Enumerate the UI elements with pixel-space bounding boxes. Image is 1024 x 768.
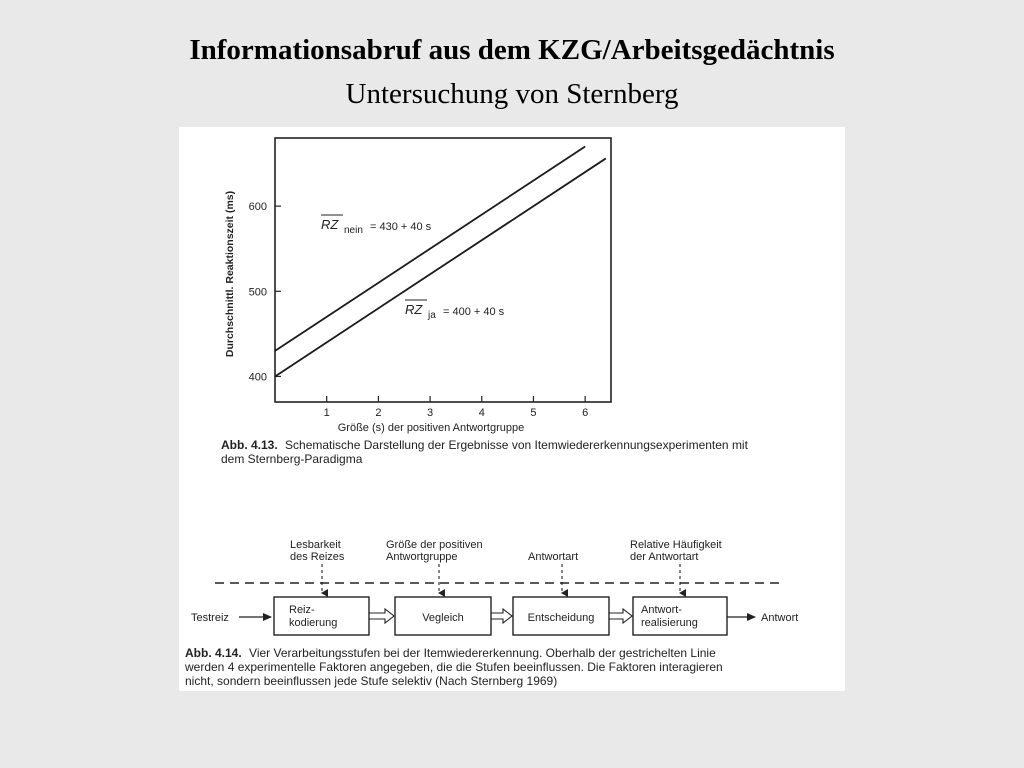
figure1-label: Abb. 4.13. — [221, 438, 278, 452]
output-label: Antwort — [761, 612, 799, 624]
annotation-nein-base: RZ — [321, 217, 339, 232]
slide-title: Informationsabruf aus dem KZG/Arbeitsgedächtnis — [189, 34, 835, 66]
y-tick-label: 500 — [248, 286, 267, 299]
figure2-caption-line3: nicht, sondern beeinflussen jede Stufe selektiv (Nach Sternberg 1969) — [185, 674, 558, 688]
stage-box-reizkodierung — [274, 597, 369, 635]
factor-2-line1: Größe der positiven — [386, 539, 483, 551]
figure1-caption-line2: dem Sternberg-Paradigma — [221, 452, 363, 466]
x-axis-label: Größe (s) der positiven Antwortgruppe — [337, 422, 525, 434]
annotation-rz-nein — [321, 215, 432, 236]
annotation-ja-formula: = 400 + 40 s — [443, 306, 505, 318]
y-tick-label: 600 — [248, 201, 267, 214]
x-tick-label: 4 — [478, 407, 485, 419]
stage-connector-1 — [369, 609, 394, 623]
annotation-nein-formula: = 430 + 40 s — [370, 221, 432, 233]
figure2-label: Abb. 4.14. — [185, 646, 242, 660]
figure2-caption-text: Vier Verarbeitungsstufen bei der Itemwiedererkennung. Oberhalb der gestrichelten Linie — [249, 646, 716, 660]
stage-connector-2 — [491, 609, 512, 623]
reaction-time-chart — [224, 138, 611, 434]
x-tick-label: 1 — [323, 407, 330, 419]
stage-2-line1: Vegleich — [422, 612, 464, 624]
x-tick-label: 6 — [582, 407, 589, 419]
stage-1-line1: Reiz- — [289, 604, 315, 616]
factor-1-line2: des Reizes — [290, 551, 345, 563]
figure1-caption-line1 — [221, 438, 749, 452]
y-axis-label: Durchschnittl. Reaktionszeit (ms) — [224, 190, 236, 358]
stage-box-vergleich — [395, 597, 491, 635]
scanned-figure-page — [179, 127, 845, 691]
figure2-caption-line2: werden 4 experimentelle Faktoren angegeben, die die Stufen beeinflussen. Die Faktoren interagieren — [185, 660, 723, 674]
factor-4-line1: Relative Häufigkeit — [630, 539, 722, 551]
factor-4-line2: der Antwortart — [630, 551, 699, 563]
figure2-caption-line1 — [185, 646, 716, 660]
stage-3-line1: Entscheidung — [527, 612, 595, 624]
stage-box-entscheidung — [513, 597, 609, 635]
x-tick-label: 2 — [375, 407, 382, 419]
factor-2-line2: Antwortgruppe — [386, 551, 458, 563]
annotation-nein-sub: nein — [344, 225, 363, 236]
series-line-rz-ja — [275, 158, 606, 376]
y-tick-label: 400 — [248, 371, 267, 384]
annotation-rz-ja — [405, 300, 505, 321]
x-tick-label: 3 — [427, 407, 434, 419]
annotation-ja-base: RZ — [405, 302, 423, 317]
processing-stages-diagram — [191, 539, 798, 635]
scanned-figures-svg — [179, 127, 845, 691]
slide-subtitle: Untersuchung von Sternberg — [345, 78, 679, 110]
stage-4-line1: Antwort- — [641, 604, 682, 616]
stage-connector-3 — [609, 609, 632, 623]
annotation-ja-sub: ja — [428, 310, 436, 321]
stage-1-line2: kodierung — [289, 617, 338, 629]
plot-frame — [275, 138, 611, 402]
input-label: Testreiz — [191, 612, 229, 624]
figure1-caption-text: Schematische Darstellung der Ergebnisse von Itemwiedererkennungsexperimenten mit — [285, 438, 748, 452]
stage-box-antwortrealisierung — [633, 597, 727, 635]
stage-4-line2: realisierung — [641, 617, 698, 629]
x-tick-label: 5 — [530, 407, 537, 419]
factor-3-line1: Antwortart — [528, 551, 579, 563]
factor-1-line1: Lesbarkeit — [290, 539, 341, 551]
